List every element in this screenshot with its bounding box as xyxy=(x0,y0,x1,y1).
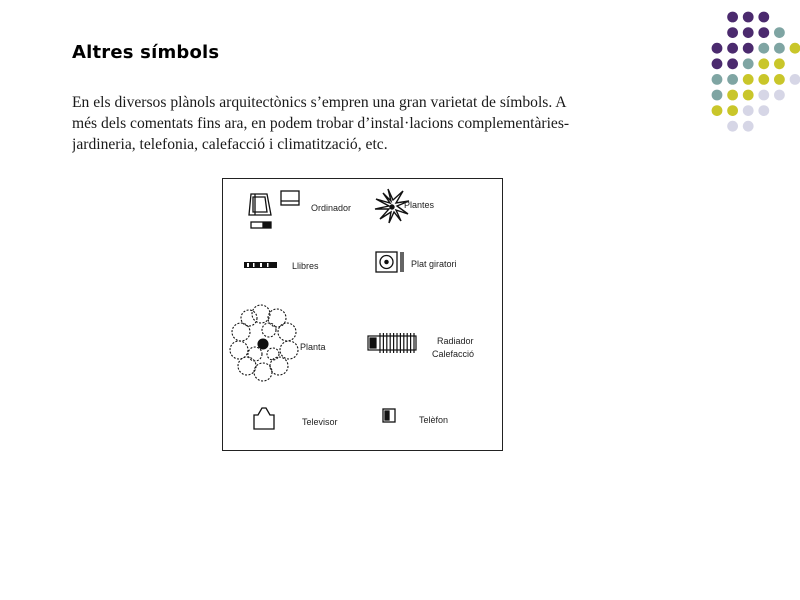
paragraph-line-1: En els diversos plànols arquitectònics s’empren una gran varietat de símbols. A xyxy=(72,94,567,111)
decorative-dot xyxy=(774,74,785,85)
plant-core xyxy=(258,339,268,349)
leaf-cluster xyxy=(254,363,272,381)
label-televisor: Televisor xyxy=(302,417,338,427)
decorative-dot xyxy=(774,90,785,101)
label-plantes: Plantes xyxy=(404,200,435,210)
label-radiador: Radiador xyxy=(437,336,474,346)
decorative-dot xyxy=(774,43,785,54)
decorative-dot xyxy=(774,27,785,38)
books-icon xyxy=(244,262,277,268)
decorative-dot xyxy=(758,58,769,69)
decorative-dot xyxy=(727,90,738,101)
leaf-cluster xyxy=(280,341,298,359)
tree-plant-icon xyxy=(230,305,298,381)
decorative-dot xyxy=(743,58,754,69)
telephone-icon xyxy=(383,409,395,422)
leaf-cluster xyxy=(262,323,276,337)
decorative-dot xyxy=(758,74,769,85)
decorative-dot xyxy=(743,105,754,116)
label-telefon: Telèfon xyxy=(419,415,449,425)
computer-icon xyxy=(249,191,299,228)
decorative-dot xyxy=(743,74,754,85)
decorative-dot xyxy=(743,90,754,101)
decorative-dot xyxy=(712,90,723,101)
decorative-dot xyxy=(758,105,769,116)
symbols-figure-drawing xyxy=(223,179,504,452)
slide-paragraph xyxy=(72,92,672,155)
decorative-dot xyxy=(727,43,738,54)
paragraph-line-3: jardineria, telefonia, calefacció i climatització, etc. xyxy=(72,136,388,153)
decorative-dot xyxy=(758,27,769,38)
slide-title: Altres símbols xyxy=(72,42,220,63)
decorative-dot xyxy=(712,105,723,116)
leaf-cluster xyxy=(270,357,288,375)
label-llibres: Llibres xyxy=(292,261,319,271)
leaf-cluster xyxy=(230,341,248,359)
decorative-dot xyxy=(727,105,738,116)
decorative-dot xyxy=(727,12,738,23)
decorative-dot xyxy=(758,12,769,23)
paragraph-line-2: més dels comentats fins ara, en podem trobar d’instal·lacions complementàries- xyxy=(72,115,570,132)
label-calefaccio: Calefacció xyxy=(432,349,475,359)
leaf-cluster xyxy=(267,348,279,360)
decorative-dot xyxy=(743,27,754,38)
label-plat-giratori: Plat giratori xyxy=(411,259,457,269)
decorative-dot xyxy=(758,90,769,101)
decorative-dot xyxy=(790,74,800,85)
decorative-dot xyxy=(727,74,738,85)
decorative-dot xyxy=(790,43,800,54)
decorative-dot xyxy=(743,12,754,23)
decorative-dot xyxy=(727,121,738,132)
turntable-icon xyxy=(376,252,403,272)
television-icon xyxy=(254,408,274,429)
decorative-dot xyxy=(727,58,738,69)
leaf-cluster xyxy=(252,305,270,323)
decorative-dot xyxy=(743,121,754,132)
leaf-cluster xyxy=(248,347,262,361)
decorative-dot xyxy=(712,74,723,85)
decorative-dot xyxy=(774,58,785,69)
leaf-cluster xyxy=(238,357,256,375)
label-planta: Planta xyxy=(300,342,326,352)
label-ordinador: Ordinador xyxy=(311,203,352,213)
leaf-cluster xyxy=(268,309,286,327)
decorative-dot xyxy=(758,43,769,54)
radiator-icon xyxy=(368,336,416,350)
decorative-dot xyxy=(712,43,723,54)
leaf-cluster xyxy=(241,310,257,326)
leaf-cluster xyxy=(278,323,296,341)
decorative-dot xyxy=(727,27,738,38)
decorative-dot xyxy=(712,58,723,69)
decorative-dot xyxy=(743,43,754,54)
symbols-figure xyxy=(222,178,503,451)
